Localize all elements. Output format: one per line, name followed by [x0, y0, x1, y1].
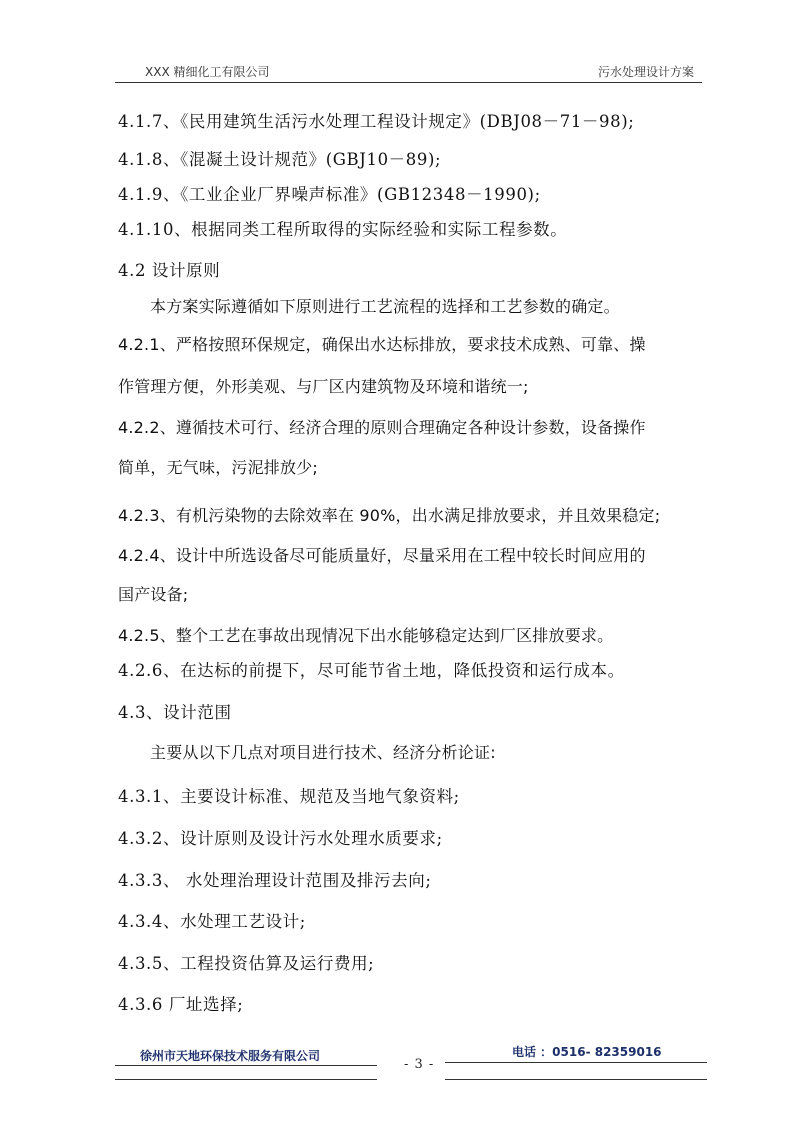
- header-company: XXX 精细化工有限公司: [145, 65, 270, 79]
- section-heading: 4.3、设计范围: [118, 703, 232, 722]
- body-line: 4.3.6 厂址选择;: [118, 995, 244, 1014]
- page-number: - 3 -: [404, 1057, 435, 1072]
- body-line: 4.2.2、遵循技术可行、经济合理的原则合理确定各种设计参数，设备操作: [118, 418, 646, 437]
- body-line: 本方案实际遵循如下原则进行工艺流程的选择和工艺参数的确定。: [150, 297, 620, 316]
- footer-phone: 电话 ：0516- 82359016: [512, 1045, 662, 1059]
- body-line: 简单，无气味，污泥排放少;: [118, 458, 318, 477]
- body-line: 4.2.1、严格按照环保规定，确保出水达标排放，要求技术成熟、可靠、操: [118, 335, 646, 354]
- body-line: 4.3.1、主要设计标准、规范及当地气象资料;: [118, 787, 460, 806]
- body-line: 国产设备;: [118, 585, 189, 604]
- section-heading: 4.2 设计原则: [118, 261, 221, 280]
- page-header: [115, 62, 702, 83]
- header-doc-title: 污水处理设计方案: [597, 65, 694, 79]
- footer-divider: [115, 1065, 377, 1066]
- footer-divider: [445, 1062, 707, 1063]
- body-line: 4.1.8、《混凝土设计规范》(GBJ10－89);: [118, 150, 442, 169]
- footer-divider: [115, 1079, 377, 1080]
- body-line: 4.3.5、工程投资估算及运行费用;: [118, 954, 375, 973]
- body-line: 4.3.4、水处理工艺设计;: [118, 912, 306, 931]
- body-line: 4.3.3、 水处理治理设计范围及排污去向;: [118, 871, 432, 890]
- body-line: 4.2.3、有机污染物的去除效率在 90%，出水满足排放要求，并且效果稳定;: [118, 506, 661, 525]
- body-line: 4.3.2、设计原则及设计污水处理水质要求;: [118, 829, 443, 848]
- body-line: 4.1.9、《工业企业厂界噪声标准》(GB12348－1990);: [118, 185, 541, 204]
- body-line: 4.2.6、在达标的前提下，尽可能节省土地，降低投资和运行成本。: [118, 661, 625, 680]
- footer-company: 徐州市天地环保技术服务有限公司: [140, 1049, 321, 1063]
- body-line: 主要从以下几点对项目进行技术、经济分析论证:: [150, 743, 496, 762]
- body-line: 4.2.4、设计中所选设备尽可能质量好，尽量采用在工程中较长时间应用的: [118, 546, 646, 565]
- body-line: 4.2.5、整个工艺在事故出现情况下出水能够稳定达到厂区排放要求。: [118, 626, 614, 645]
- body-line: 作管理方便，外形美观、与厂区内建筑物及环境和谐统一;: [118, 377, 529, 396]
- footer-divider: [445, 1079, 707, 1080]
- body-line: 4.1.10、根据同类工程所取得的实际经验和实际工程参数。: [118, 220, 568, 239]
- body-line: 4.1.7、《民用建筑生活污水处理工程设计规定》(DBJ08－71－98);: [118, 112, 635, 131]
